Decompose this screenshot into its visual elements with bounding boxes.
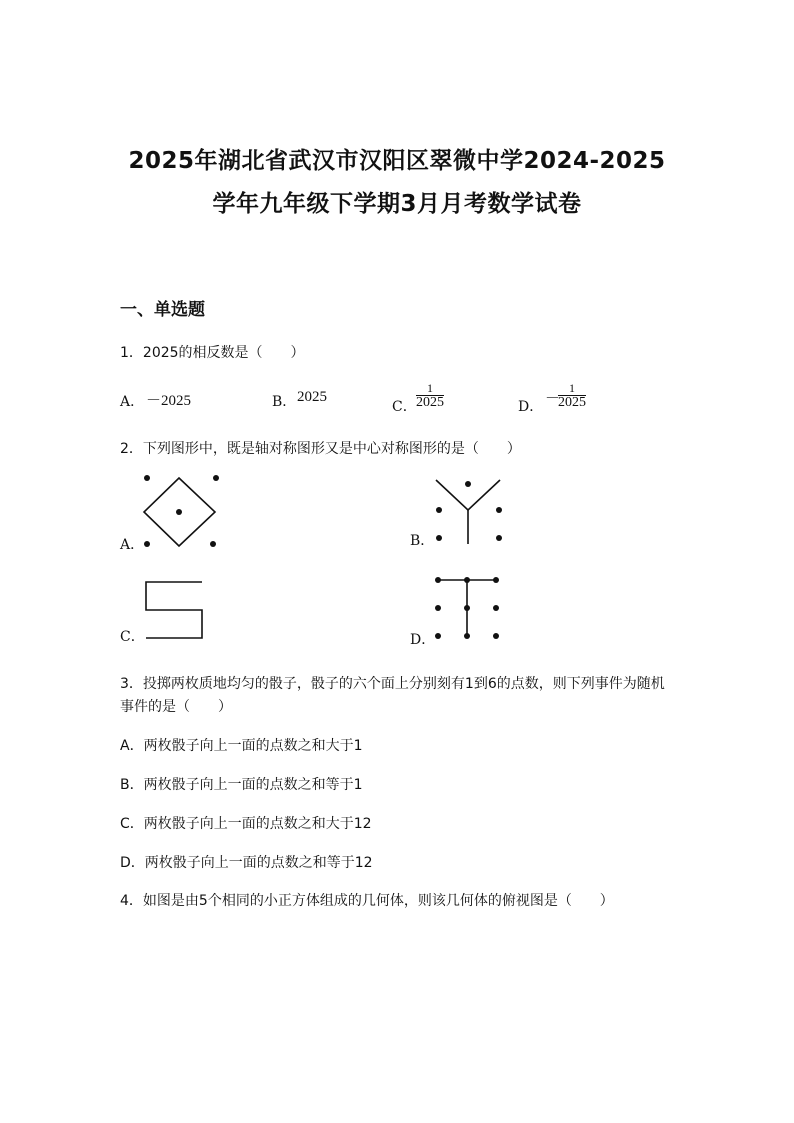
q1-option-d-denominator: 2025: [558, 395, 586, 410]
q1-option-c-fraction: [416, 381, 444, 410]
dot: [493, 577, 499, 583]
s-shape: [146, 582, 202, 638]
question-1-text: 1．2025的相反数是（ ）: [120, 345, 305, 361]
q1-option-b-value: 2025: [297, 389, 327, 405]
q1-option-c-denominator: 2025: [416, 395, 444, 410]
q3-option-a: A．两枚骰子向上一面的点数之和大于1: [120, 738, 363, 754]
dot: [493, 605, 499, 611]
dot: [213, 475, 219, 481]
line: [436, 480, 468, 510]
q2-option-a-label: A．: [120, 537, 145, 553]
dot: [176, 509, 182, 515]
title-line-2: 学年九年级下学期3月月考数学试卷: [212, 191, 582, 217]
question-4-text: 4．如图是由5个相同的小正方体组成的几何体，则该几何体的俯视图是（ ）: [120, 893, 614, 909]
q2-option-c-label: C．: [120, 629, 145, 645]
question-2-text: 2．下列图形中，既是轴对称图形又是中心对称图形的是（ ）: [120, 441, 521, 457]
dot: [436, 507, 442, 513]
q2-figure-a: [138, 470, 228, 555]
q1-option-d-label: D．: [518, 399, 544, 415]
line: [468, 480, 500, 510]
q2-option-d-label: D．: [410, 632, 436, 648]
q2-figure-c: [138, 574, 210, 644]
q3-option-b: B．两枚骰子向上一面的点数之和等于1: [120, 777, 363, 793]
q3-option-c: C．两枚骰子向上一面的点数之和大于12: [120, 816, 372, 832]
dot: [436, 535, 442, 541]
title-line-1: 2025年湖北省武汉市汉阳区翠微中学2024-2025: [128, 148, 666, 174]
dot: [435, 577, 441, 583]
dot: [496, 507, 502, 513]
q1-option-c-label: C．: [392, 399, 417, 415]
dot: [493, 633, 499, 639]
section-heading: 一、单选题: [120, 300, 205, 320]
q1-option-d-sign: －: [545, 391, 561, 407]
dot: [464, 633, 470, 639]
dot: [144, 541, 150, 547]
dot: [465, 481, 471, 487]
dot: [496, 535, 502, 541]
question-3-line-2: 事件的是（ ）: [120, 699, 232, 715]
q2-figure-d: [428, 572, 510, 646]
dot: [210, 541, 216, 547]
q1-option-a-label: A．: [120, 394, 145, 410]
dot: [464, 577, 470, 583]
q1-option-b-label: B．: [272, 394, 297, 410]
q3-option-d: D．两枚骰子向上一面的点数之和等于12: [120, 855, 373, 871]
q1-option-d-numerator: 1: [569, 381, 575, 395]
q2-figure-b: [428, 474, 510, 548]
q1-option-a-value: －2025: [146, 393, 192, 409]
dot: [435, 633, 441, 639]
question-3-line-1: 3．投掷两枚质地均匀的骰子，骰子的六个面上分别刻有1到6的点数，则下列事件为随机: [120, 676, 665, 692]
q1-option-d-fraction: [558, 381, 586, 410]
q2-option-b-label: B．: [410, 533, 435, 549]
dot: [464, 605, 470, 611]
q1-option-c-numerator: 1: [427, 381, 433, 395]
dot: [435, 605, 441, 611]
dot: [144, 475, 150, 481]
